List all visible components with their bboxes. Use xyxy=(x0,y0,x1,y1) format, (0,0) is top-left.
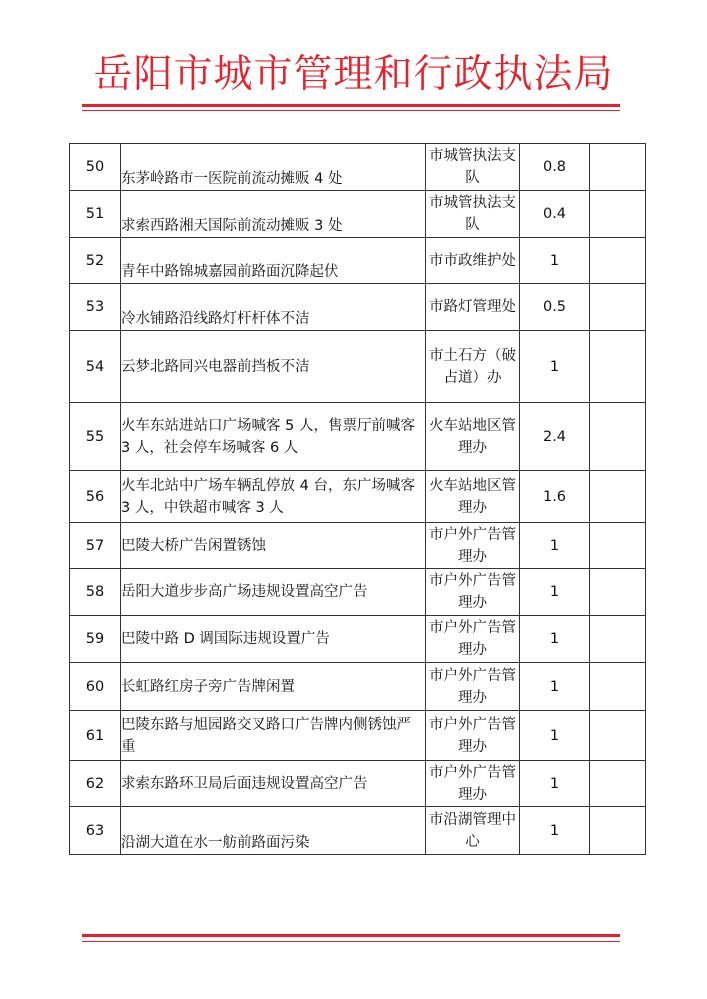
remarks-cell xyxy=(590,191,646,238)
responsible-unit: 市土石方（破占道）办 xyxy=(426,331,520,403)
row-number: 59 xyxy=(70,616,121,663)
deduction-score: 1 xyxy=(520,523,590,569)
remarks-cell xyxy=(590,331,646,403)
responsible-unit: 火车站地区管理办 xyxy=(426,471,520,523)
responsible-unit: 市户外广告管理办 xyxy=(426,711,520,761)
deduction-score: 1 xyxy=(520,569,590,616)
issue-description: 巴陵大桥广告闲置锈蚀 xyxy=(121,523,426,569)
table-row xyxy=(70,663,646,711)
deduction-score: 1.6 xyxy=(520,471,590,523)
issue-description: 东茅岭路市一医院前流动摊贩 4 处 xyxy=(121,144,426,191)
header-rule-thick xyxy=(82,104,620,107)
remarks-cell xyxy=(590,403,646,471)
row-number: 60 xyxy=(70,663,121,711)
row-number: 55 xyxy=(70,403,121,471)
table-row xyxy=(70,711,646,761)
issue-description: 巴陵中路 D 调国际违规设置广告 xyxy=(121,616,426,663)
responsible-unit: 火车站地区管理办 xyxy=(426,403,520,471)
table-row xyxy=(70,761,646,807)
table-row xyxy=(70,191,646,238)
table-row xyxy=(70,238,646,284)
deduction-score: 2.4 xyxy=(520,403,590,471)
deduction-score: 1 xyxy=(520,711,590,761)
row-number: 56 xyxy=(70,471,121,523)
responsible-unit: 市户外广告管理办 xyxy=(426,569,520,616)
deduction-score: 1 xyxy=(520,238,590,284)
responsible-unit: 市城管执法支队 xyxy=(426,144,520,191)
deduction-score: 1 xyxy=(520,331,590,403)
row-number: 62 xyxy=(70,761,121,807)
table-row xyxy=(70,144,646,191)
footer-rule-thick xyxy=(82,934,620,937)
table-row xyxy=(70,523,646,569)
remarks-cell xyxy=(590,471,646,523)
issue-description: 火车东站进站口广场喊客 5 人，售票厅前喊客 3 人，社会停车场喊客 6 人 xyxy=(121,403,426,471)
responsible-unit: 市户外广告管理办 xyxy=(426,663,520,711)
deduction-score: 1 xyxy=(520,616,590,663)
deduction-score: 1 xyxy=(520,761,590,807)
issue-description: 求索东路环卫局后面违规设置高空广告 xyxy=(121,761,426,807)
issue-description: 长虹路红房子旁广告牌闲置 xyxy=(121,663,426,711)
remarks-cell xyxy=(590,663,646,711)
responsible-unit: 市沿湖管理中心 xyxy=(426,807,520,855)
remarks-cell xyxy=(590,238,646,284)
remarks-cell xyxy=(590,711,646,761)
issue-description: 云梦北路同兴电器前挡板不洁 xyxy=(121,331,426,403)
remarks-cell xyxy=(590,144,646,191)
issue-description: 巴陵东路与旭园路交叉路口广告牌内侧锈蚀严重 xyxy=(121,711,426,761)
responsible-unit: 市户外广告管理办 xyxy=(426,523,520,569)
issue-description: 冷水铺路沿线路灯杆杆体不洁 xyxy=(121,284,426,331)
issue-description: 火车北站中广场车辆乱停放 4 台，东广场喊客 3 人，中铁超市喊客 3 人 xyxy=(121,471,426,523)
row-number: 50 xyxy=(70,144,121,191)
remarks-cell xyxy=(590,569,646,616)
issue-description: 求索西路湘天国际前流动摊贩 3 处 xyxy=(121,191,426,238)
remarks-cell xyxy=(590,761,646,807)
table-row xyxy=(70,331,646,403)
row-number: 58 xyxy=(70,569,121,616)
deduction-score: 0.5 xyxy=(520,284,590,331)
issue-description: 沿湖大道在水一舫前路面污染 xyxy=(121,807,426,855)
remarks-cell xyxy=(590,616,646,663)
table-row xyxy=(70,807,646,855)
responsible-unit: 市户外广告管理办 xyxy=(426,616,520,663)
issue-description: 岳阳大道步步高广场违规设置高空广告 xyxy=(121,569,426,616)
header-rule-thin xyxy=(82,110,620,111)
row-number: 53 xyxy=(70,284,121,331)
table-row xyxy=(70,616,646,663)
issues-table xyxy=(69,143,646,855)
remarks-cell xyxy=(590,807,646,855)
row-number: 54 xyxy=(70,331,121,403)
row-number: 61 xyxy=(70,711,121,761)
table-row xyxy=(70,403,646,471)
issue-description: 青年中路锦城嘉园前路面沉降起伏 xyxy=(121,238,426,284)
responsible-unit: 市路灯管理处 xyxy=(426,284,520,331)
remarks-cell xyxy=(590,284,646,331)
page-title: 岳阳市城市管理和行政执法局 xyxy=(93,52,614,97)
table-row xyxy=(70,471,646,523)
row-number: 51 xyxy=(70,191,121,238)
footer-rule-thin xyxy=(82,941,620,942)
deduction-score: 1 xyxy=(520,807,590,855)
deduction-score: 1 xyxy=(520,663,590,711)
row-number: 63 xyxy=(70,807,121,855)
responsible-unit: 市市政维护处 xyxy=(426,238,520,284)
deduction-score: 0.8 xyxy=(520,144,590,191)
row-number: 52 xyxy=(70,238,121,284)
table-row xyxy=(70,569,646,616)
table-row xyxy=(70,284,646,331)
remarks-cell xyxy=(590,523,646,569)
responsible-unit: 市城管执法支队 xyxy=(426,191,520,238)
row-number: 57 xyxy=(70,523,121,569)
responsible-unit: 市户外广告管理办 xyxy=(426,761,520,807)
deduction-score: 0.4 xyxy=(520,191,590,238)
